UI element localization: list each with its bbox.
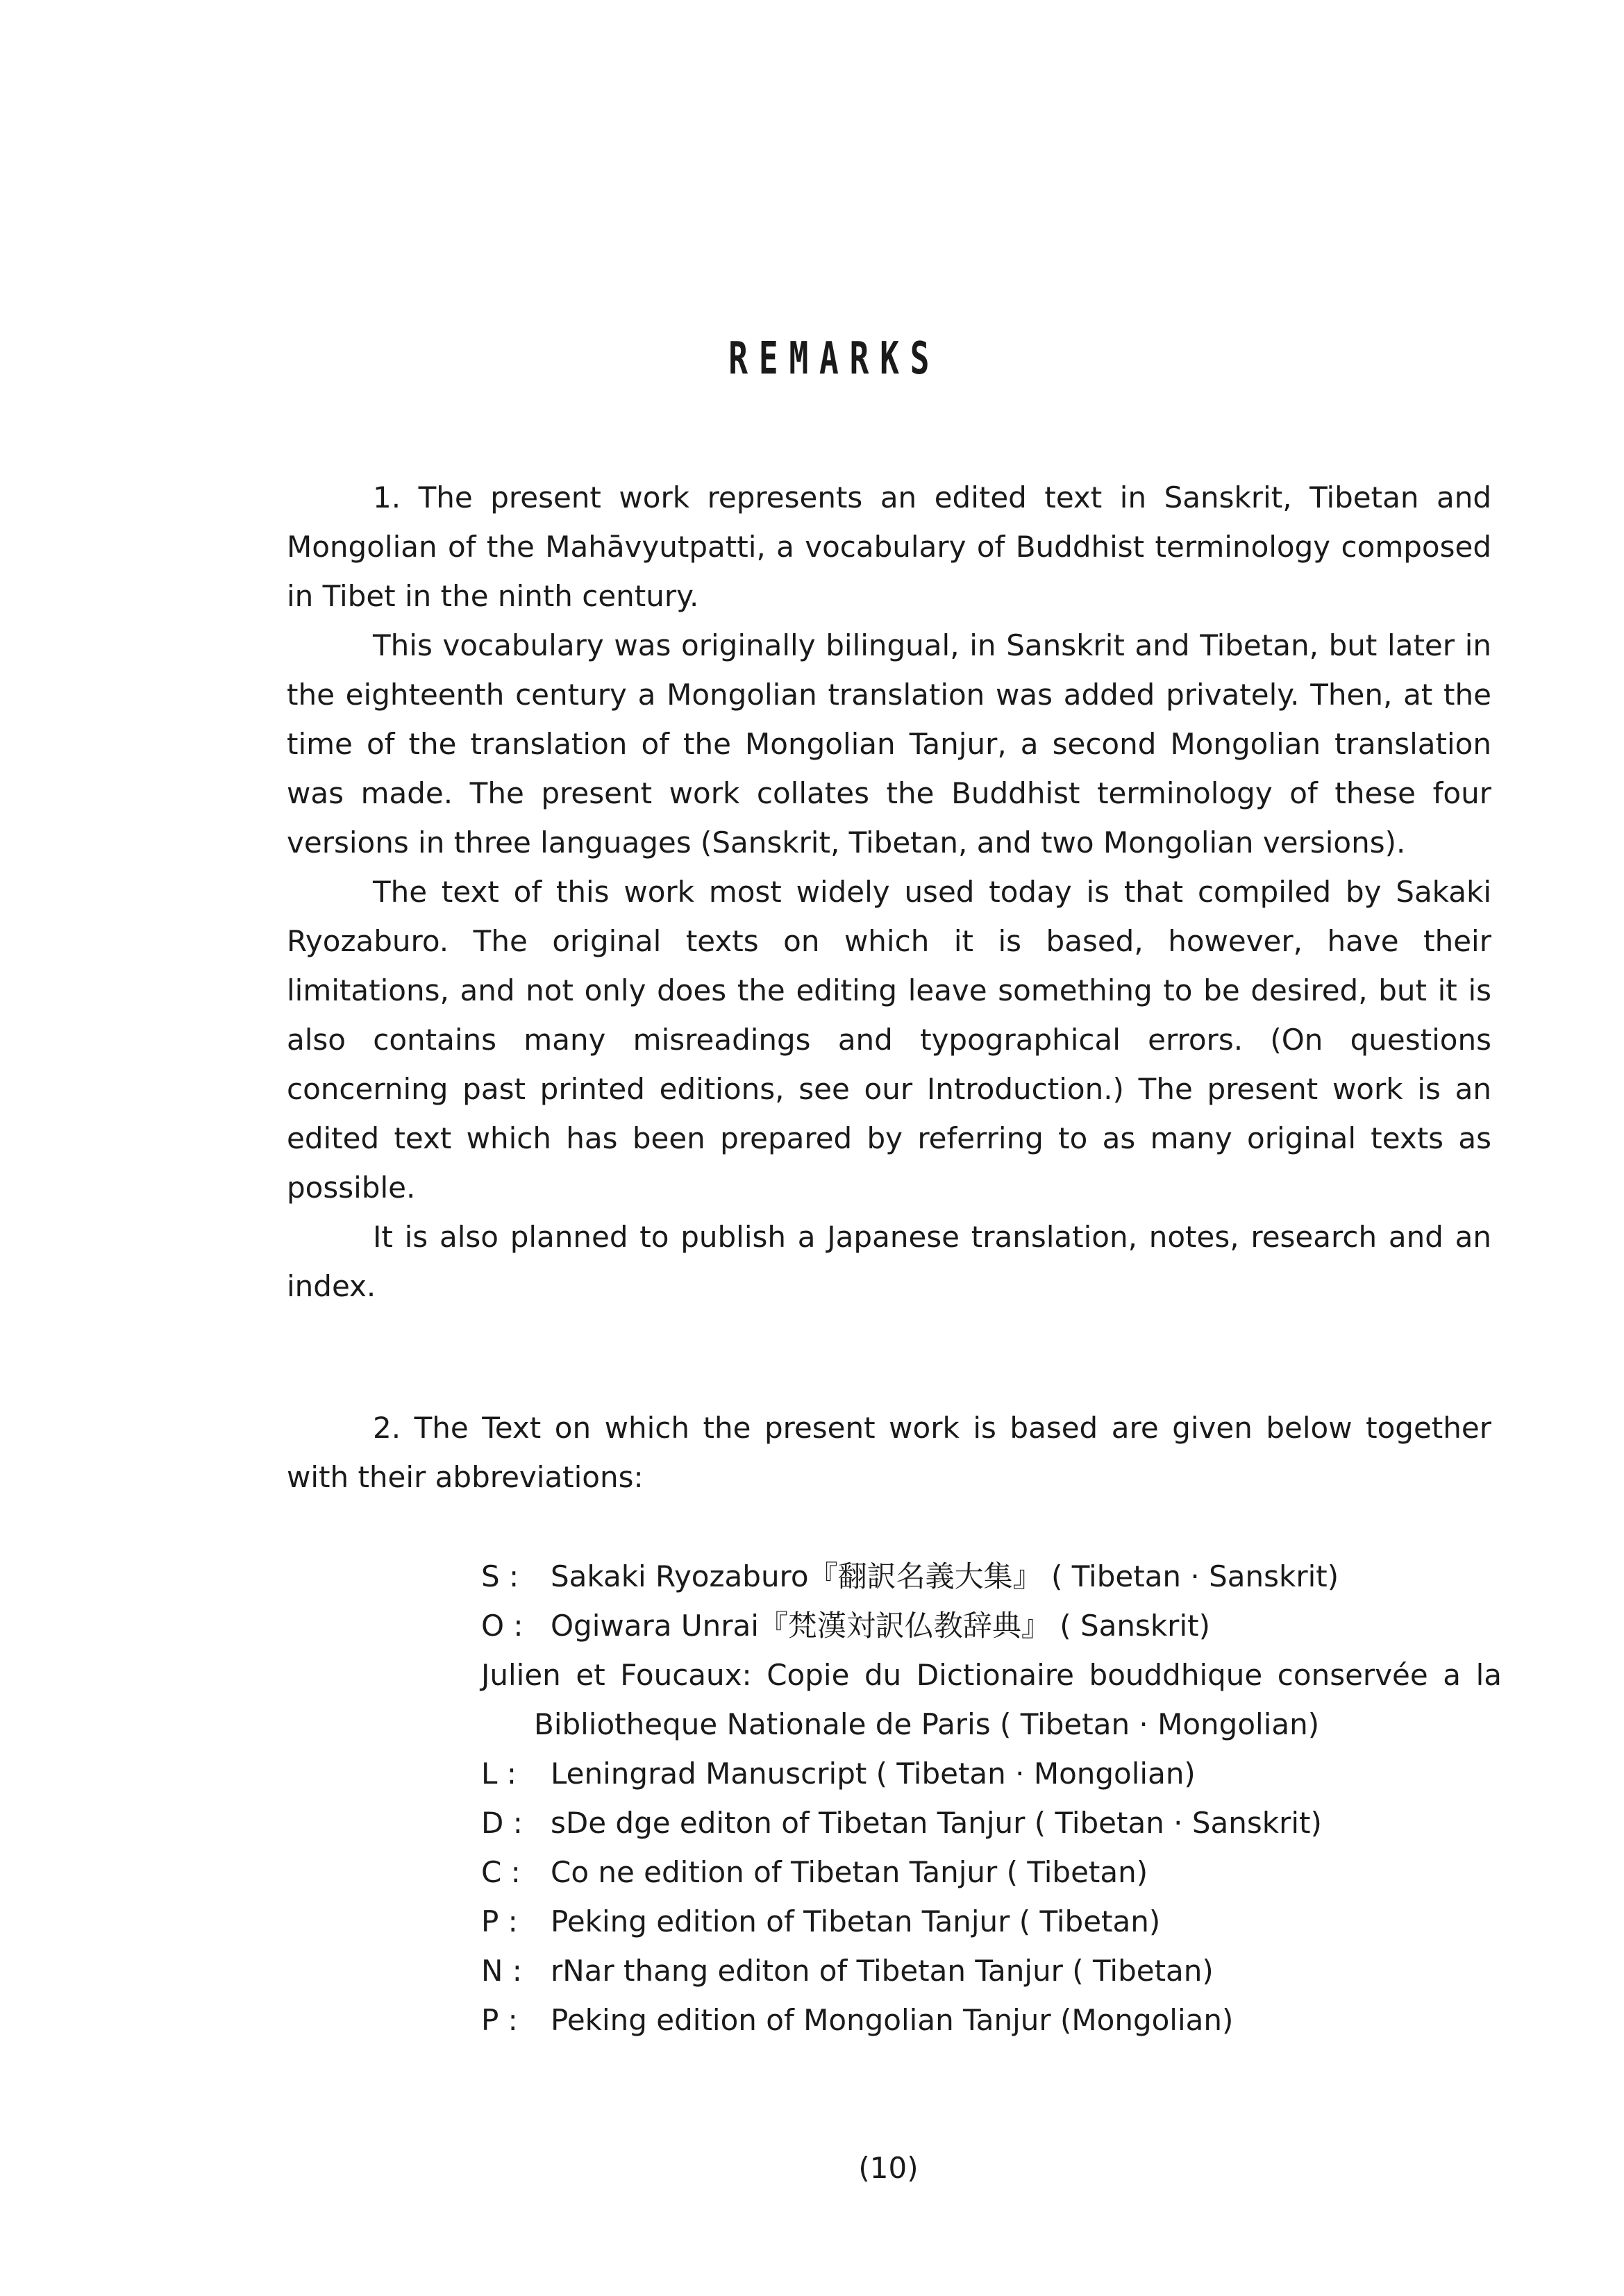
reference-text: Sakaki Ryozaburo『翻訳名義大集』 ( Tibetan · Sanskrit): [551, 1559, 1339, 1593]
reference-text: rNar thang editon of Tibetan Tanjur ( Tibetan): [551, 1954, 1214, 1988]
reference-abbreviation: P :: [481, 2003, 518, 2037]
reference-item: [481, 1995, 1502, 2045]
reference-list: [481, 1552, 1502, 2045]
reference-item: [481, 1897, 1502, 1946]
reference-item: [481, 1650, 1502, 1749]
paragraph: 1. The present work represents an edited text in Sanskrit, Tibetan and Mongolian of the Mahāvyutpatti, a vocabulary of Buddhist terminology composed in Tibet in the ninth century.: [287, 480, 1491, 613]
reference-text: sDe dge editon of Tibetan Tanjur ( Tibetan · Sanskrit): [551, 1806, 1322, 1840]
reference-text: Julien et Foucaux: Copie du Dictionaire bouddhique conservée a la Bibliotheque Nationale de Paris ( Tibetan · Mongolian): [481, 1658, 1502, 1741]
reference-abbreviation: N :: [481, 1954, 522, 1988]
reference-text: Leningrad Manuscript ( Tibetan · Mongolian): [551, 1757, 1196, 1791]
paragraph: This vocabulary was originally bilingual, in Sanskrit and Tibetan, but later in the eighteenth century a Mongolian translation was added privately. Then, at the time of the translation of the Mongolian Tanjur, a second Mongolian translation was made. The present work collates the Buddhist terminology of these four versions in three languages (Sanskrit, Tibetan, and two Mongolian versions).: [287, 628, 1491, 860]
reference-text: Ogiwara Unrai『梵漢対訳仏教辞典』 ( Sanskrit): [551, 1609, 1210, 1643]
reference-abbreviation: L :: [481, 1757, 517, 1791]
reference-abbreviation: P :: [481, 1904, 518, 1938]
reference-item: [481, 1552, 1502, 1601]
reference-abbreviation: S :: [481, 1559, 519, 1593]
reference-item: [481, 1946, 1502, 1995]
reference-abbreviation: C :: [481, 1855, 521, 1889]
section-2-intro: 2. The Text on which the present work is based are given below together with their abbreviations:: [287, 1411, 1491, 1494]
reference-abbreviation: O :: [481, 1609, 524, 1643]
reference-text: Peking edition of Tibetan Tanjur ( Tibetan): [551, 1904, 1161, 1938]
page-title: REMARKS: [728, 333, 941, 385]
reference-text: Co ne edition of Tibetan Tanjur ( Tibetan): [551, 1855, 1148, 1889]
paragraph: It is also planned to publish a Japanese translation, notes, research and an index.: [287, 1220, 1491, 1303]
reference-item: [481, 1601, 1502, 1650]
section-2: [287, 1403, 1491, 1502]
reference-item: [481, 1798, 1502, 1847]
paragraph: The text of this work most widely used today is that compiled by Sakaki Ryozaburo. The original texts on which it is based, however, have their limitations, and not only does the editing leave something to be desired, but it is also contains many misreadings and typographical errors. (On questions concerning past printed editions, see our Introduction.) The present work is an edited text which has been prepared by referring to as many original texts as possible.: [287, 875, 1491, 1205]
reference-text: Peking edition of Mongolian Tanjur (Mongolian): [551, 2003, 1234, 2037]
reference-abbreviation: D :: [481, 1806, 523, 1840]
section-1: [287, 473, 1491, 1311]
reference-item: [481, 1847, 1502, 1897]
page-number: (10): [858, 2151, 919, 2185]
reference-item: [481, 1749, 1502, 1798]
